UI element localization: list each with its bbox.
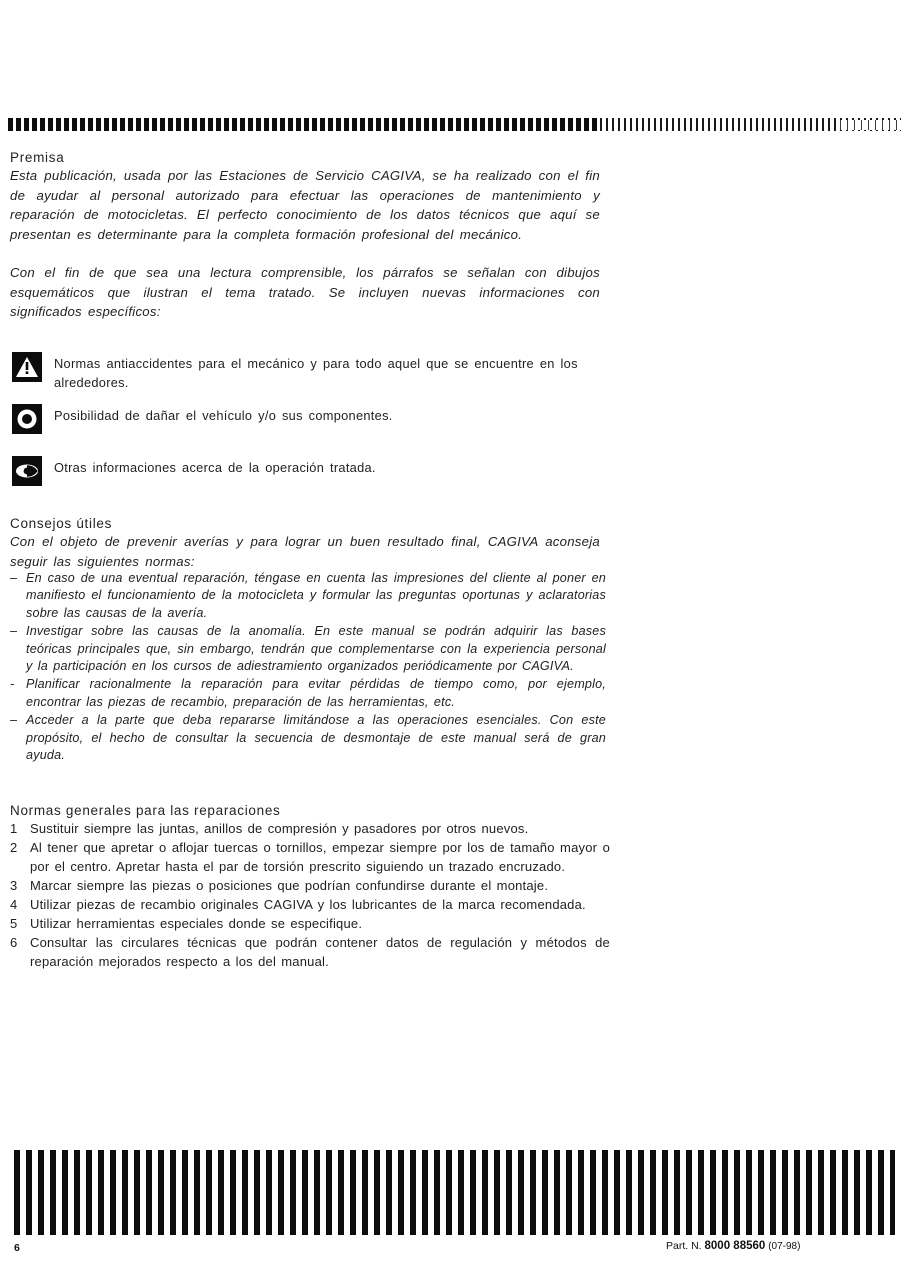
part-number-revision: (07-98)	[768, 1241, 801, 1252]
legend-text-damage: Posibilidad de dañar el vehículo y/o sus componentes.	[54, 408, 393, 423]
premise-title: Premisa	[10, 150, 65, 165]
legend-row-warning	[12, 352, 612, 392]
list-item	[10, 914, 610, 933]
list-item	[10, 895, 610, 914]
top-stripe-rule-fade-end	[840, 120, 901, 130]
list-item	[10, 623, 606, 675]
tips-title: Consejos útiles	[10, 516, 113, 531]
warning-triangle-icon	[12, 352, 42, 382]
bullet-marker: –	[10, 571, 18, 585]
list-item-text: Al tener que apretar o aflojar tuercas o tornillos, empezar siempre por los de tamaño mayor o por el centro. Apretar hasta el par de torsión prescrito siguiendo un trazado encruzado.	[30, 840, 610, 874]
tips-list	[10, 570, 606, 765]
premise-paragraph-1: Esta publicación, usada por las Estaciones de Servicio CAGIVA, se ha realizado con el fin de ayudar al personal autorizado para efectuar las operaciones de mantenimiento y reparación de motocicletas. El perfecto conocimiento de los datos técnicos que aquí se presentan es determinante para la completa formación profesional del mecánico.	[10, 168, 600, 242]
list-item-number: 1	[10, 821, 18, 836]
list-item	[10, 838, 610, 876]
list-item-text: En caso de una eventual reparación, téngase en cuenta las impresiones del cliente al poner en manifiesto el funcionamiento de la motocicleta y formular las preguntas oportunas y aclaratorias sobre las causas de la avería.	[26, 571, 606, 620]
bullet-marker: –	[10, 713, 18, 728]
list-item-number: 4	[10, 897, 18, 912]
list-item	[10, 712, 606, 764]
general-rules-title: Normas generales para las reparaciones	[10, 803, 281, 818]
list-item-number: 6	[10, 935, 18, 950]
part-number-value: 8000 88560	[704, 1240, 766, 1252]
list-item-number: 5	[10, 916, 18, 931]
legend-text-warning: Normas antiaccidentes para el mecánico y para todo aquel que se encuentre en los alrededores.	[54, 356, 578, 390]
eye-info-icon	[12, 456, 42, 486]
list-item-text: Consultar las circulares técnicas que podrán contener datos de regulación y métodos de reparación mejorados respecto a los del manual.	[30, 935, 610, 969]
bullet-marker: -	[10, 677, 15, 692]
list-item-number: 2	[10, 840, 18, 855]
list-item-number: 3	[10, 878, 18, 893]
list-item-text: Utilizar herramientas especiales donde se especifique.	[30, 916, 363, 931]
list-item	[10, 933, 610, 971]
list-item	[10, 819, 610, 838]
tips-intro: Con el objeto de prevenir averías y para lograr un buen resultado final, CAGIVA aconseja seguir las siguientes normas:	[10, 534, 600, 569]
list-item	[10, 676, 606, 711]
general-rules-list	[10, 819, 610, 971]
premise-paragraph-2: Con el fin de que sea una lectura comprensible, los párrafos se señalan con dibujos esquemáticos que ilustran el tema tratado. Se incluyen nuevas informaciones con significados específicos:	[10, 265, 600, 320]
page-number: 6	[14, 1242, 20, 1254]
part-number-prefix: Part. N.	[666, 1240, 702, 1252]
list-item	[10, 876, 610, 895]
legend-row-info	[12, 456, 612, 486]
part-number-footer	[666, 1240, 800, 1252]
list-item	[10, 570, 606, 622]
legend-text-info: Otras informaciones acerca de la operación tratada.	[54, 460, 376, 475]
damage-circle-icon	[12, 404, 42, 434]
list-item-text: Utilizar piezas de recambio originales CAGIVA y los lubricantes de la marca recomendada.	[30, 897, 586, 912]
legend-row-damage	[12, 404, 612, 434]
bottom-stripe-rule	[14, 1150, 895, 1235]
list-item-text: Investigar sobre las causas de la anomalía. En este manual se podrán adquirir las bases teóricas principales que, sin embargo, tendrán que complementarse con la experiencia personal y la participación en los cursos de adiestramiento organizados periódicamente por CAGIVA.	[26, 624, 606, 674]
bullet-marker: –	[10, 624, 18, 639]
list-item-text: Planificar racionalmente la reparación para evitar pérdidas de tiempo como, por ejemplo, encontrar las piezas de recambio, preparación de las herramientas, etc.	[26, 677, 606, 709]
list-item-text: Acceder a la parte que deba repararse limitándose a las operaciones esenciales. Con este propósito, el hecho de consultar la secuencia de desmontaje de este manual será de gran ayuda.	[26, 713, 606, 763]
list-item-text: Marcar siempre las piezas o posiciones que podrían confundirse durante el montaje.	[30, 878, 549, 893]
list-item-text: Sustituir siempre las juntas, anillos de compresión y pasadores por otros nuevos.	[30, 821, 529, 836]
